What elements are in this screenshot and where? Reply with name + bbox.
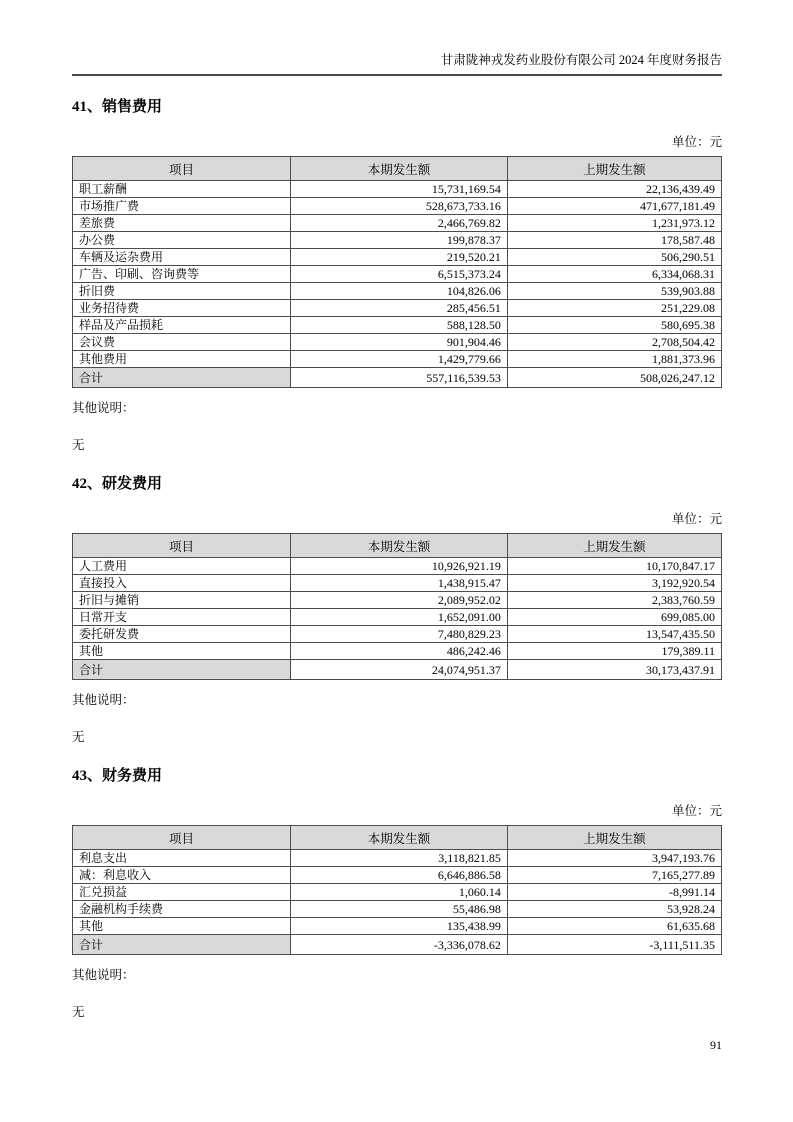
prior-amount-cell: 10,170,847.17 (507, 558, 721, 575)
table-header-row (73, 534, 722, 558)
item-cell: 日常开支 (73, 609, 291, 626)
item-cell: 样品及产品损耗 (73, 317, 291, 334)
table-row (73, 198, 722, 215)
current-amount-cell: 55,486.98 (291, 901, 508, 918)
item-cell: 委托研发费 (73, 626, 291, 643)
current-amount-cell: 24,074,951.37 (291, 660, 508, 680)
current-amount-cell: 135,438.99 (291, 918, 508, 935)
table-row (73, 850, 722, 867)
sales-expenses-table (72, 156, 722, 388)
item-cell: 利息支出 (73, 850, 291, 867)
unit-label: 单位：元 (671, 512, 722, 527)
table-row (73, 351, 722, 368)
column-header-current-period: 本期发生额 (291, 534, 508, 558)
item-cell: 折旧费 (73, 283, 291, 300)
current-amount-cell: 557,116,539.53 (291, 368, 508, 388)
table-row (73, 901, 722, 918)
current-amount-cell: 1,429,779.66 (291, 351, 508, 368)
other-notes-value: 无 (72, 438, 85, 453)
prior-amount-cell: 13,547,435.50 (507, 626, 721, 643)
table-total-row (73, 660, 722, 680)
item-cell: 市场推广费 (73, 198, 291, 215)
table-row (73, 317, 722, 334)
table-row (73, 643, 722, 660)
item-cell: 差旅费 (73, 215, 291, 232)
current-amount-cell: 285,456.51 (291, 300, 508, 317)
column-header-item: 项目 (73, 157, 291, 181)
table-row (73, 232, 722, 249)
item-cell: 办公费 (73, 232, 291, 249)
column-header-prior-period: 上期发生额 (507, 534, 721, 558)
current-amount-cell: 528,673,733.16 (291, 198, 508, 215)
table-row (73, 181, 722, 198)
column-header-item: 项目 (73, 534, 291, 558)
prior-amount-cell: 53,928.24 (507, 901, 721, 918)
prior-amount-cell: 7,165,277.89 (507, 867, 721, 884)
prior-amount-cell: 580,695.38 (507, 317, 721, 334)
table-row (73, 283, 722, 300)
section-title: 43、财务费用 (72, 768, 163, 785)
table-row (73, 918, 722, 935)
prior-amount-cell: 178,587.48 (507, 232, 721, 249)
prior-amount-cell: 1,231,973.12 (507, 215, 721, 232)
table-row (73, 575, 722, 592)
other-notes-value: 无 (72, 730, 85, 745)
table-row (73, 592, 722, 609)
current-amount-cell: 588,128.50 (291, 317, 508, 334)
page-number: 91 (710, 1038, 722, 1052)
item-cell: 合计 (73, 368, 291, 388)
table-row (73, 609, 722, 626)
prior-amount-cell: 61,635.68 (507, 918, 721, 935)
prior-amount-cell: 539,903.88 (507, 283, 721, 300)
column-header-item: 项目 (73, 826, 291, 850)
prior-amount-cell: 2,708,504.42 (507, 334, 721, 351)
financial-expenses-table (72, 825, 722, 955)
table-row (73, 884, 722, 901)
current-amount-cell: 6,646,886.58 (291, 867, 508, 884)
column-header-prior-period: 上期发生额 (507, 826, 721, 850)
table-row (73, 266, 722, 283)
section-title: 42、研发费用 (72, 476, 163, 493)
item-cell: 折旧与摊销 (73, 592, 291, 609)
prior-amount-cell: 251,229.08 (507, 300, 721, 317)
table-header-row (73, 826, 722, 850)
item-cell: 其他 (73, 918, 291, 935)
current-amount-cell: 15,731,169.54 (291, 181, 508, 198)
current-amount-cell: 486,242.46 (291, 643, 508, 660)
prior-amount-cell: 30,173,437.91 (507, 660, 721, 680)
current-amount-cell: 3,118,821.85 (291, 850, 508, 867)
current-amount-cell: 10,926,921.19 (291, 558, 508, 575)
item-cell: 广告、印刷、咨询费等 (73, 266, 291, 283)
item-cell: 车辆及运杂费用 (73, 249, 291, 266)
section-42-rnd-expenses (72, 475, 722, 745)
table-row (73, 558, 722, 575)
prior-amount-cell: 22,136,439.49 (507, 181, 721, 198)
item-cell: 金融机构手续费 (73, 901, 291, 918)
item-cell: 业务招待费 (73, 300, 291, 317)
item-cell: 其他费用 (73, 351, 291, 368)
table-row (73, 215, 722, 232)
prior-amount-cell: 471,677,181.49 (507, 198, 721, 215)
column-header-current-period: 本期发生额 (291, 157, 508, 181)
item-cell: 人工费用 (73, 558, 291, 575)
current-amount-cell: 2,089,952.02 (291, 592, 508, 609)
prior-amount-cell: 1,881,373.96 (507, 351, 721, 368)
prior-amount-cell: 3,192,920.54 (507, 575, 721, 592)
prior-amount-cell: -8,991.14 (507, 884, 721, 901)
section-title: 41、销售费用 (72, 99, 163, 116)
table-row (73, 334, 722, 351)
item-cell: 减：利息收入 (73, 867, 291, 884)
prior-amount-cell: -3,111,511.35 (507, 935, 721, 955)
section-43-financial-expenses (72, 767, 722, 1020)
table-row (73, 300, 722, 317)
prior-amount-cell: 179,389.11 (507, 643, 721, 660)
prior-amount-cell: 506,290.51 (507, 249, 721, 266)
prior-amount-cell: 3,947,193.76 (507, 850, 721, 867)
other-notes-label: 其他说明： (72, 401, 135, 416)
item-cell: 直接投入 (73, 575, 291, 592)
table-row (73, 867, 722, 884)
other-notes-label: 其他说明： (72, 693, 135, 708)
item-cell: 汇兑损益 (73, 884, 291, 901)
column-header-current-period: 本期发生额 (291, 826, 508, 850)
unit-label: 单位：元 (671, 804, 722, 819)
current-amount-cell: 901,904.46 (291, 334, 508, 351)
item-cell: 合计 (73, 935, 291, 955)
current-amount-cell: 199,878.37 (291, 232, 508, 249)
current-amount-cell: 1,652,091.00 (291, 609, 508, 626)
table-total-row (73, 935, 722, 955)
section-41-sales-expenses (72, 98, 722, 453)
item-cell: 职工薪酬 (73, 181, 291, 198)
item-cell: 合计 (73, 660, 291, 680)
table-row (73, 249, 722, 266)
current-amount-cell: 7,480,829.23 (291, 626, 508, 643)
document-header-title: 甘肃陇神戎发药业股份有限公司 2024 年度财务报告 (72, 52, 722, 76)
prior-amount-cell: 699,085.00 (507, 609, 721, 626)
current-amount-cell: -3,336,078.62 (291, 935, 508, 955)
item-cell: 其他 (73, 643, 291, 660)
table-total-row (73, 368, 722, 388)
table-header-row (73, 157, 722, 181)
current-amount-cell: 6,515,373.24 (291, 266, 508, 283)
other-notes-value: 无 (72, 1005, 85, 1020)
table-row (73, 626, 722, 643)
item-cell: 会议费 (73, 334, 291, 351)
current-amount-cell: 219,520.21 (291, 249, 508, 266)
prior-amount-cell: 508,026,247.12 (507, 368, 721, 388)
current-amount-cell: 2,466,769.82 (291, 215, 508, 232)
current-amount-cell: 1,438,915.47 (291, 575, 508, 592)
column-header-prior-period: 上期发生额 (507, 157, 721, 181)
prior-amount-cell: 2,383,760.59 (507, 592, 721, 609)
rnd-expenses-table (72, 533, 722, 680)
other-notes-label: 其他说明： (72, 968, 135, 983)
current-amount-cell: 104,826.06 (291, 283, 508, 300)
prior-amount-cell: 6,334,068.31 (507, 266, 721, 283)
unit-label: 单位：元 (671, 135, 722, 150)
current-amount-cell: 1,060.14 (291, 884, 508, 901)
